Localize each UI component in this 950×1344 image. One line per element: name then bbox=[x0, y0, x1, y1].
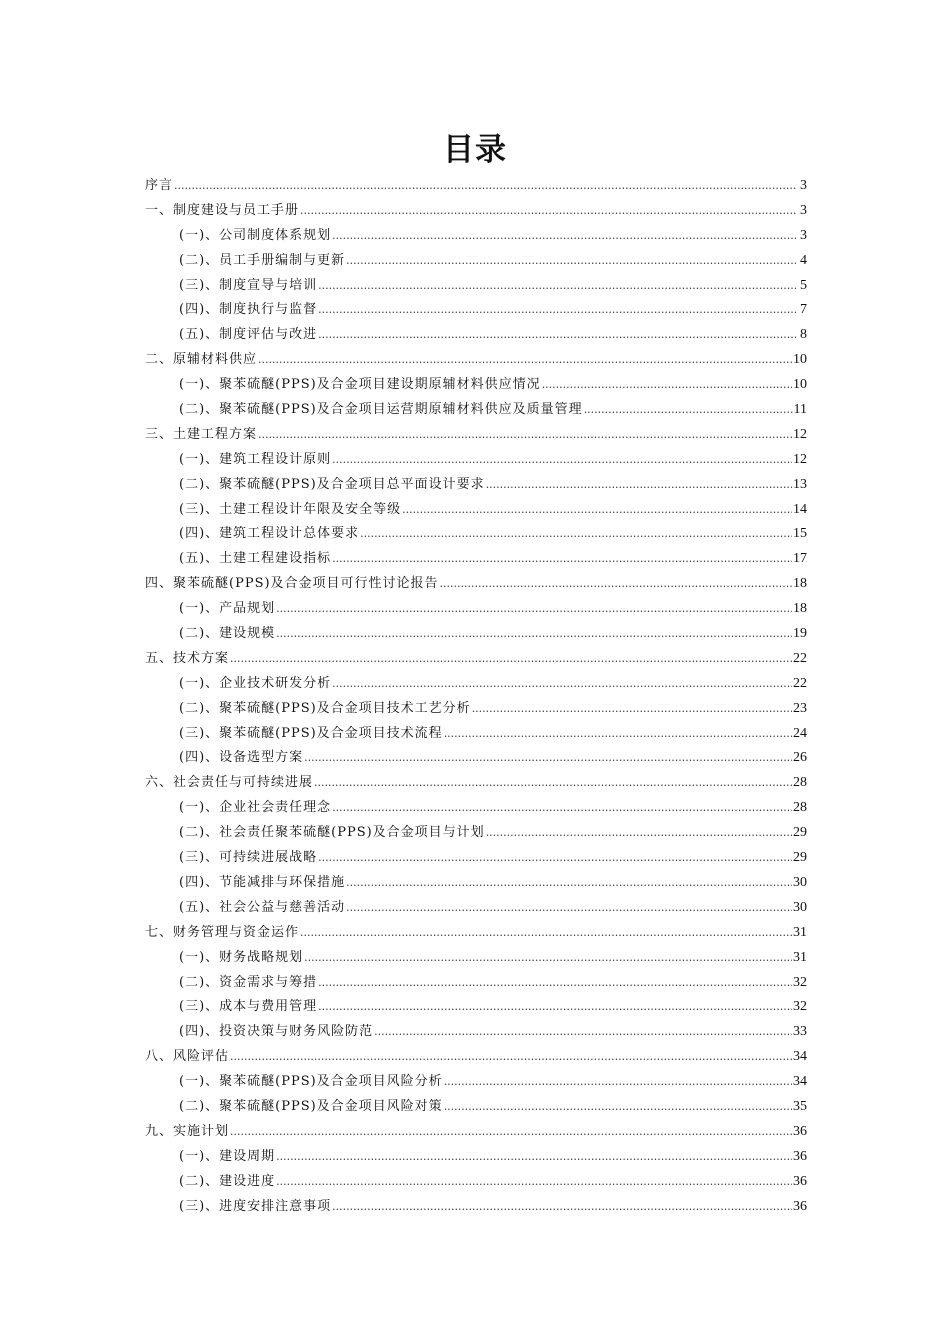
toc-page-number: 26 bbox=[793, 750, 807, 766]
toc-entry-title: (一)、企业技术研发分析 bbox=[179, 675, 332, 691]
toc-chapter-entry[interactable] bbox=[145, 423, 807, 448]
toc-entry-title: (一)、建筑工程设计原则 bbox=[179, 451, 332, 467]
toc-section-entry[interactable] bbox=[145, 672, 807, 697]
toc-page-number: 24 bbox=[793, 725, 807, 741]
toc-entry-title: (一)、建设周期 bbox=[179, 1148, 276, 1164]
dot-leader bbox=[276, 622, 792, 647]
toc-chapter-entry[interactable] bbox=[145, 1045, 807, 1070]
toc-page-number: 22 bbox=[793, 675, 807, 691]
toc-page-number: 36 bbox=[793, 1173, 807, 1189]
dot-leader bbox=[230, 1120, 792, 1145]
toc-entry-title: (五)、土建工程建设指标 bbox=[179, 551, 332, 567]
toc-section-entry[interactable] bbox=[145, 1070, 807, 1095]
toc-entry-title: 二、原辅材料供应 bbox=[145, 352, 258, 368]
dot-leader bbox=[318, 298, 796, 323]
toc-page-number: 34 bbox=[793, 1049, 807, 1065]
dot-leader bbox=[332, 796, 792, 821]
dot-leader bbox=[318, 274, 796, 299]
dot-leader bbox=[318, 971, 792, 996]
toc-page-number: 3 bbox=[800, 227, 807, 243]
toc-entry-title: (三)、成本与费用管理 bbox=[179, 999, 318, 1015]
dot-leader bbox=[318, 846, 792, 871]
toc-section-entry[interactable] bbox=[145, 1145, 807, 1170]
toc-entry-title: (一)、产品规划 bbox=[179, 601, 276, 617]
dot-leader bbox=[332, 547, 792, 572]
toc-entry-title: (一)、公司制度体系规划 bbox=[179, 227, 332, 243]
toc-entry-title: (二)、聚苯硫醚(PPS)及合金项目运营期原辅材料供应及质量管理 bbox=[179, 402, 583, 418]
toc-page-number: 18 bbox=[793, 601, 807, 617]
toc-page-number: 33 bbox=[793, 1024, 807, 1040]
toc-page-number: 36 bbox=[793, 1123, 807, 1139]
toc-section-entry[interactable] bbox=[145, 498, 807, 523]
toc-section-entry[interactable] bbox=[145, 448, 807, 473]
toc-page-number: 34 bbox=[793, 1074, 807, 1090]
toc-chapter-entry[interactable] bbox=[145, 348, 807, 373]
toc-chapter-entry[interactable] bbox=[145, 1120, 807, 1145]
dot-leader bbox=[332, 672, 792, 697]
toc-entry-title: (二)、建设规模 bbox=[179, 626, 276, 642]
toc-entry-title: 一、制度建设与员工手册 bbox=[145, 202, 300, 218]
dot-leader bbox=[440, 572, 792, 597]
toc-entry-title: 三、土建工程方案 bbox=[145, 426, 258, 442]
toc-page-number: 28 bbox=[793, 800, 807, 816]
toc-section-entry[interactable] bbox=[145, 249, 807, 274]
toc-page-number: 32 bbox=[793, 999, 807, 1015]
toc-section-entry[interactable] bbox=[145, 398, 807, 423]
toc-entry-title: (二)、聚苯硫醚(PPS)及合金项目总平面设计要求 bbox=[179, 476, 485, 492]
toc-page-number: 31 bbox=[793, 949, 807, 965]
dot-leader bbox=[486, 473, 792, 498]
toc-section-entry[interactable] bbox=[145, 473, 807, 498]
toc-entry-title: (三)、土建工程设计年限及安全等级 bbox=[179, 501, 402, 517]
dot-leader bbox=[332, 448, 792, 473]
toc-section-entry[interactable] bbox=[145, 995, 807, 1020]
toc-entry-title: (四)、投资决策与财务风险防范 bbox=[179, 1024, 374, 1040]
toc-entry-title: 五、技术方案 bbox=[145, 650, 230, 666]
toc-entry-title: (四)、节能减排与环保措施 bbox=[179, 874, 346, 890]
dot-leader bbox=[258, 423, 792, 448]
toc-page-number: 7 bbox=[800, 302, 807, 318]
toc-page-number: 3 bbox=[800, 178, 807, 193]
toc-section-entry[interactable] bbox=[145, 373, 807, 398]
toc-entry-title: (一)、聚苯硫醚(PPS)及合金项目风险分析 bbox=[179, 1074, 443, 1090]
toc-page-number: 13 bbox=[793, 476, 807, 492]
dot-leader bbox=[472, 697, 792, 722]
toc-section-entry[interactable] bbox=[145, 1170, 807, 1195]
toc-section-entry[interactable] bbox=[145, 846, 807, 871]
toc-page-number: 8 bbox=[800, 327, 807, 343]
toc-entry-title: (二)、资金需求与筹措 bbox=[179, 974, 318, 990]
toc-entry-title: (二)、员工手册编制与更新 bbox=[179, 252, 346, 268]
dot-leader bbox=[542, 373, 792, 398]
toc-entry-title: (五)、社会公益与慈善活动 bbox=[179, 899, 346, 915]
toc-page-number: 31 bbox=[793, 924, 807, 940]
toc-section-entry[interactable] bbox=[145, 224, 807, 249]
dot-leader bbox=[360, 522, 792, 547]
dot-leader bbox=[276, 1145, 792, 1170]
dot-leader bbox=[486, 821, 792, 846]
toc-entry-title: (二)、聚苯硫醚(PPS)及合金项目技术工艺分析 bbox=[179, 700, 471, 716]
toc-section-entry[interactable] bbox=[145, 1195, 807, 1220]
toc-page-number: 15 bbox=[793, 526, 807, 542]
toc-page-number: 32 bbox=[793, 974, 807, 990]
toc-page-number: 17 bbox=[793, 551, 807, 567]
toc-chapter-entry[interactable] bbox=[145, 921, 807, 946]
toc-chapter-entry[interactable] bbox=[145, 647, 807, 672]
toc-section-entry[interactable] bbox=[145, 946, 807, 971]
toc-entry-title: (二)、聚苯硫醚(PPS)及合金项目风险对策 bbox=[179, 1098, 443, 1114]
toc-page-number: 35 bbox=[793, 1098, 807, 1114]
dot-leader bbox=[230, 647, 792, 672]
dot-leader bbox=[300, 921, 792, 946]
toc-entry-title: (二)、社会责任聚苯硫醚(PPS)及合金项目与计划 bbox=[179, 825, 485, 841]
toc-page-number: 30 bbox=[793, 874, 807, 890]
toc-entry-title: (四)、建筑工程设计总体要求 bbox=[179, 526, 360, 542]
toc-section-entry[interactable] bbox=[145, 597, 807, 622]
toc-entry-title: 六、社会责任与可持续进展 bbox=[145, 775, 314, 791]
toc-entry-title: (一)、财务战略规划 bbox=[179, 949, 304, 965]
toc-page-number: 28 bbox=[793, 775, 807, 791]
toc-section-entry[interactable] bbox=[145, 722, 807, 747]
dot-leader bbox=[346, 896, 792, 921]
toc-page-number: 36 bbox=[793, 1148, 807, 1164]
dot-leader bbox=[444, 722, 792, 747]
dot-leader bbox=[300, 199, 796, 224]
toc-entry-title: (一)、企业社会责任理念 bbox=[179, 800, 332, 816]
toc-section-entry[interactable] bbox=[145, 871, 807, 896]
toc-chapter-entry[interactable] bbox=[145, 771, 807, 796]
dot-leader bbox=[444, 1070, 792, 1095]
toc-page-number: 14 bbox=[793, 501, 807, 517]
dot-leader bbox=[276, 1170, 792, 1195]
toc-chapter-entry[interactable] bbox=[145, 572, 807, 597]
toc-section-entry[interactable] bbox=[145, 697, 807, 722]
table-of-contents bbox=[145, 174, 807, 1219]
toc-entry-title: (二)、建设进度 bbox=[179, 1173, 276, 1189]
dot-leader bbox=[332, 224, 796, 249]
dot-leader bbox=[584, 398, 793, 423]
toc-chapter-entry[interactable] bbox=[145, 199, 807, 224]
toc-page-number: 12 bbox=[793, 426, 807, 442]
toc-entry-title: 七、财务管理与资金运作 bbox=[145, 924, 300, 940]
toc-section-entry[interactable] bbox=[145, 896, 807, 921]
toc-entry-title: 序言 bbox=[145, 178, 174, 193]
dot-leader bbox=[346, 249, 796, 274]
dot-leader bbox=[374, 1020, 792, 1045]
toc-chapter-entry[interactable] bbox=[145, 174, 807, 199]
toc-entry-title: (一)、聚苯硫醚(PPS)及合金项目建设期原辅材料供应情况 bbox=[179, 377, 541, 393]
toc-page-number: 3 bbox=[800, 202, 807, 218]
toc-section-entry[interactable] bbox=[145, 547, 807, 572]
dot-leader bbox=[444, 1095, 792, 1120]
toc-page-number: 10 bbox=[793, 377, 807, 393]
toc-page-number: 18 bbox=[793, 576, 807, 592]
dot-leader bbox=[230, 1045, 792, 1070]
toc-page-number: 5 bbox=[800, 277, 807, 293]
dot-leader bbox=[318, 995, 792, 1020]
toc-page-number: 36 bbox=[793, 1198, 807, 1214]
toc-entry-title: (三)、进度安排注意事项 bbox=[179, 1198, 332, 1214]
toc-page-number: 30 bbox=[793, 899, 807, 915]
dot-leader bbox=[304, 946, 792, 971]
toc-entry-title: (三)、聚苯硫醚(PPS)及合金项目技术流程 bbox=[179, 725, 443, 741]
toc-page-number: 29 bbox=[793, 825, 807, 841]
toc-section-entry[interactable] bbox=[145, 796, 807, 821]
toc-entry-title: (五)、制度评估与改进 bbox=[179, 327, 318, 343]
toc-section-entry[interactable] bbox=[145, 746, 807, 771]
toc-page-number: 23 bbox=[793, 700, 807, 716]
dot-leader bbox=[258, 348, 792, 373]
toc-entry-title: 四、聚苯硫醚(PPS)及合金项目可行性讨论报告 bbox=[145, 576, 439, 592]
dot-leader bbox=[332, 1195, 792, 1220]
toc-section-entry[interactable] bbox=[145, 323, 807, 348]
toc-page-number: 10 bbox=[793, 352, 807, 368]
toc-section-entry[interactable] bbox=[145, 971, 807, 996]
toc-entry-title: (三)、制度宣导与培训 bbox=[179, 277, 318, 293]
toc-entry-title: (四)、制度执行与监督 bbox=[179, 302, 318, 318]
toc-section-entry[interactable] bbox=[145, 1020, 807, 1045]
toc-page-number: 12 bbox=[793, 451, 807, 467]
dot-leader bbox=[318, 323, 796, 348]
toc-section-entry[interactable] bbox=[145, 274, 807, 299]
toc-page-number: 4 bbox=[800, 252, 807, 268]
dot-leader bbox=[346, 871, 792, 896]
toc-page-number: 19 bbox=[793, 626, 807, 642]
toc-section-entry[interactable] bbox=[145, 522, 807, 547]
toc-section-entry[interactable] bbox=[145, 622, 807, 647]
toc-entry-title: 八、风险评估 bbox=[145, 1049, 230, 1065]
page-title: 目录 bbox=[443, 132, 507, 168]
toc-page-number: 11 bbox=[793, 402, 807, 418]
toc-entry-title: (三)、可持续进展战略 bbox=[179, 850, 318, 866]
dot-leader bbox=[314, 771, 792, 796]
dot-leader bbox=[304, 746, 792, 771]
toc-entry-title: (四)、设备选型方案 bbox=[179, 750, 304, 766]
dot-leader bbox=[402, 498, 792, 523]
toc-page-number: 29 bbox=[793, 850, 807, 866]
dot-leader bbox=[276, 597, 792, 622]
toc-section-entry[interactable] bbox=[145, 1095, 807, 1120]
toc-entry-title: 九、实施计划 bbox=[145, 1123, 230, 1139]
toc-section-entry[interactable] bbox=[145, 298, 807, 323]
dot-leader bbox=[174, 174, 796, 199]
toc-section-entry[interactable] bbox=[145, 821, 807, 846]
toc-page-number: 22 bbox=[793, 650, 807, 666]
